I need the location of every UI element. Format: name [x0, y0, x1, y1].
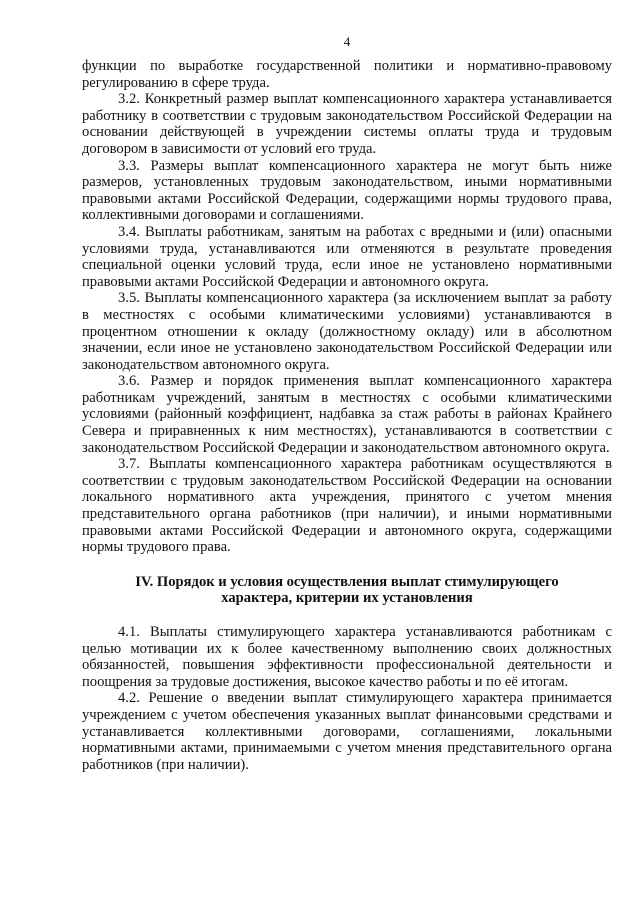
page-number: 4 — [343, 34, 351, 49]
paragraph-3-6: 3.6. Размер и порядок применения выплат компенсационного характера работникам учреждений, занятым в местностях с особыми климатическими условиями (районный коэффициент, надбавка за стаж работы в районах Крайнего Севера и приравненных к ним местностях), устанавливаются в соответствии с законодательством Российской Федерации и законодательством автономного округа. — [82, 373, 612, 456]
paragraph-3-7: 3.7. Выплаты компенсационного характера работникам осуществляются в соответствии с трудовым законодательством Российской Федерации на основании локального нормативного акта учреждения, принятого с учетом мнения представительного органа работников (при наличии), и иными нормативными правовыми актами Российской Федерации и автономного округа, содержащими нормы трудового права. — [82, 456, 612, 556]
section-heading-line-1: IV. Порядок и условия осуществления выплат стимулирующего — [135, 573, 559, 590]
paragraph-3-3: 3.3. Размеры выплат компенсационного характера не могут быть ниже размеров, установленных трудовым законодательством, иными нормативными правовыми актами Российской Федерации, содержащими нормы трудового права, коллективными договорами и соглашениями. — [82, 157, 612, 224]
paragraph-4-1: 4.1. Выплаты стимулирующего характера устанавливаются работникам с целью мотивации их к более качественному выполнению своих должностных обязанностей, повышения эффективности профессиональной деятельности и поощрения за трудовые достижения, высокое качество работы и по её итогам. — [82, 624, 612, 690]
section-heading-line-2: характера, критерии их установления — [221, 590, 473, 607]
paragraph-3-5: 3.5. Выплаты компенсационного характера (за исключением выплат за работу в местностях с особыми климатическими условиями) устанавливаются в процентном отношении к окладу (должностному окладу) или в абсолютном значении, если иное не установлено законодательством Российской Федерации или законодательством автономного округа. — [82, 290, 612, 373]
paragraph-3-4: 3.4. Выплаты работникам, занятым на работах с вредными и (или) опасными условиями труда, устанавливаются или отменяются в результате проведения специальной оценки условий труда, если иное не установлено нормативными правовыми актами Российской Федерации и автономного округа. — [82, 223, 612, 290]
section-spacer — [82, 556, 612, 574]
paragraph-4-2: 4.2. Решение о введении выплат стимулирующего характера принимается учреждением с учетом обеспечения указанных выплат финансовыми средствами и устанавливается коллективными договорами, соглашениями, локальными нормативными актами, принимаемыми с учетом мнения представительного органа работников (при наличии). — [82, 690, 612, 773]
section-heading — [82, 574, 612, 607]
section-spacer — [82, 607, 612, 624]
document-page — [82, 34, 612, 773]
paragraph-continuation: функции по выработке государственной политики и нормативно-правовому регулированию в сфере труда. — [82, 58, 612, 91]
paragraph-3-2: 3.2. Конкретный размер выплат компенсационного характера устанавливается работнику в соответствии с трудовым законодательством Российской Федерации на основании действующей в учреждении системы оплаты труда и трудовым договором в зависимости от условий его труда. — [82, 91, 612, 157]
